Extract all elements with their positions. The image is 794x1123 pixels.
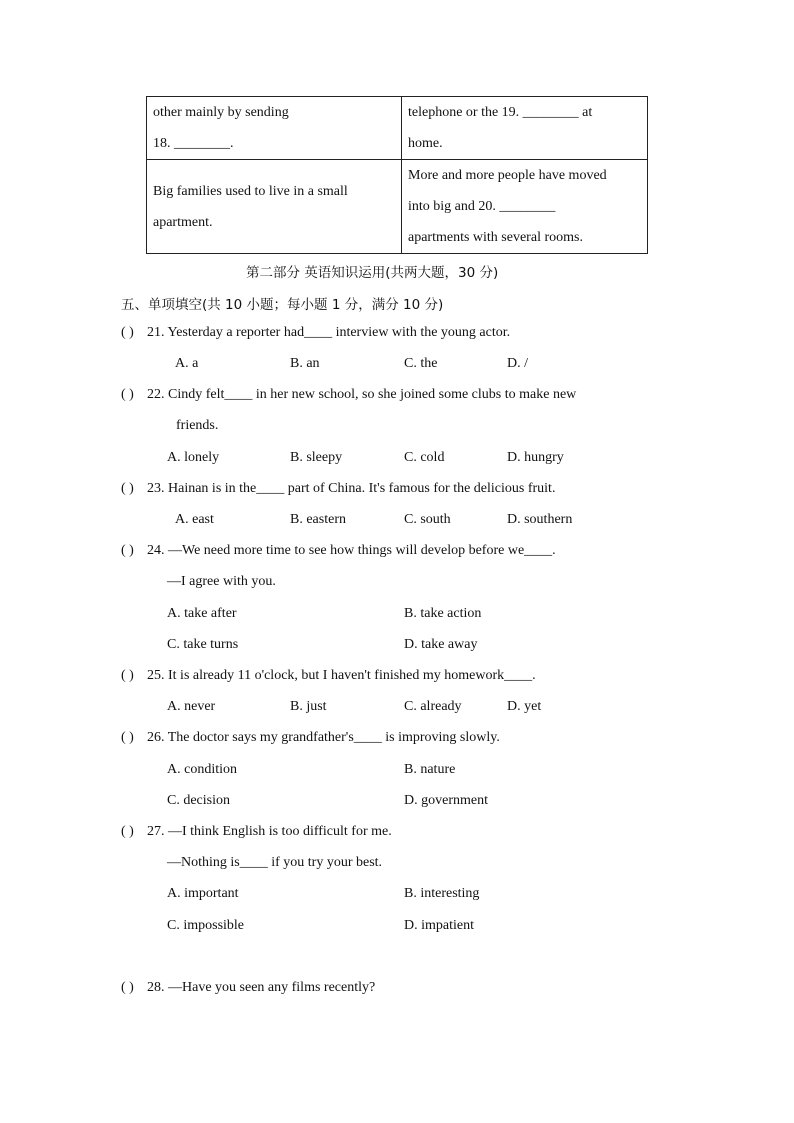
option-b: B. sleepy	[290, 450, 343, 465]
answer-blank[interactable]: ( )	[121, 668, 134, 683]
table-cell	[147, 160, 402, 254]
question-stem: 25. It is already 11 o'clock, but I haven't finished my homework____.	[147, 668, 536, 683]
cell-line: apartments with several rooms.	[408, 230, 583, 245]
cell-line: telephone or the 19. ________ at	[408, 105, 593, 120]
cell-line: apartment.	[153, 214, 213, 230]
question-stem: 21. Yesterday a reporter had____ interview with the young actor.	[147, 325, 511, 340]
option-d: D. hungry	[507, 450, 564, 465]
section-title: 五、单项填空(共 10 小题；每小题 1 分，满分 10 分)	[121, 297, 444, 313]
cell-line: 18. ________.	[153, 136, 234, 151]
option-d: D. /	[507, 356, 528, 371]
option-d: D. southern	[507, 512, 573, 527]
table-cell	[147, 97, 402, 160]
answer-blank[interactable]: ( )	[121, 543, 134, 558]
table-row	[147, 160, 648, 254]
question-stem: 28. —Have you seen any films recently?	[147, 980, 376, 995]
answer-blank[interactable]: ( )	[121, 325, 134, 340]
option-c: C. the	[404, 356, 438, 371]
option-c: C. cold	[404, 450, 445, 465]
option-c: C. take turns	[167, 637, 239, 652]
question-27	[121, 824, 392, 840]
cell-line: other mainly by sending	[153, 105, 289, 120]
option-d: D. yet	[507, 699, 542, 714]
question-24	[121, 543, 556, 559]
question-stem-continued: friends.	[176, 418, 219, 433]
option-d: D. impatient	[404, 918, 474, 933]
option-c: C. impossible	[167, 918, 245, 933]
answer-blank[interactable]: ( )	[121, 980, 134, 995]
question-stem: 23. Hainan is in the____ part of China. It's famous for the delicious fruit.	[147, 481, 556, 496]
option-a: A. never	[167, 699, 216, 714]
option-b: B. an	[290, 356, 320, 371]
cell-line: Big families used to live in a small	[153, 183, 348, 199]
cell-line: More and more people have moved	[408, 168, 607, 183]
option-c: C. decision	[167, 793, 230, 808]
option-a: A. condition	[167, 762, 237, 777]
option-d: D. take away	[404, 637, 478, 652]
option-a: A. lonely	[167, 450, 220, 465]
option-a: A. a	[175, 356, 199, 371]
option-b: B. take action	[404, 606, 482, 621]
answer-blank[interactable]: ( )	[121, 387, 134, 402]
question-21	[121, 325, 510, 341]
question-stem: 27. —I think English is too difficult for me.	[147, 824, 392, 839]
option-d: D. government	[404, 793, 488, 808]
question-stem: 22. Cindy felt____ in her new school, so she joined some clubs to make new	[147, 387, 577, 402]
part-title: 第二部分 英语知识运用(共两大题，30 分)	[246, 265, 499, 281]
answer-blank[interactable]: ( )	[121, 824, 134, 839]
answer-blank[interactable]: ( )	[121, 481, 134, 496]
option-a: A. take after	[167, 606, 237, 621]
dialogue-reply: —Nothing is____ if you try your best.	[167, 855, 383, 870]
cell-line: into big and 20. ________	[408, 199, 556, 214]
question-stem: 26. The doctor says my grandfather's____ is improving slowly.	[147, 730, 500, 745]
cell-line: home.	[408, 136, 443, 151]
option-b: B. interesting	[404, 886, 480, 901]
option-a: A. important	[167, 886, 239, 901]
question-28	[121, 980, 375, 996]
table-cell	[402, 97, 648, 160]
option-c: C. already	[404, 699, 462, 714]
question-stem: 24. —We need more time to see how things will develop before we____.	[147, 543, 556, 558]
option-b: B. nature	[404, 762, 456, 777]
option-b: B. just	[290, 699, 327, 714]
option-a: A. east	[175, 512, 214, 527]
table-cell	[402, 160, 648, 254]
answer-blank[interactable]: ( )	[121, 730, 134, 745]
dialogue-reply: —I agree with you.	[167, 574, 276, 589]
question-25	[121, 668, 536, 684]
option-c: C. south	[404, 512, 451, 527]
question-23	[121, 481, 555, 497]
question-22	[121, 387, 576, 403]
comparison-table	[146, 96, 648, 254]
table-row	[147, 97, 648, 160]
question-26	[121, 730, 500, 746]
option-b: B. eastern	[290, 512, 346, 527]
